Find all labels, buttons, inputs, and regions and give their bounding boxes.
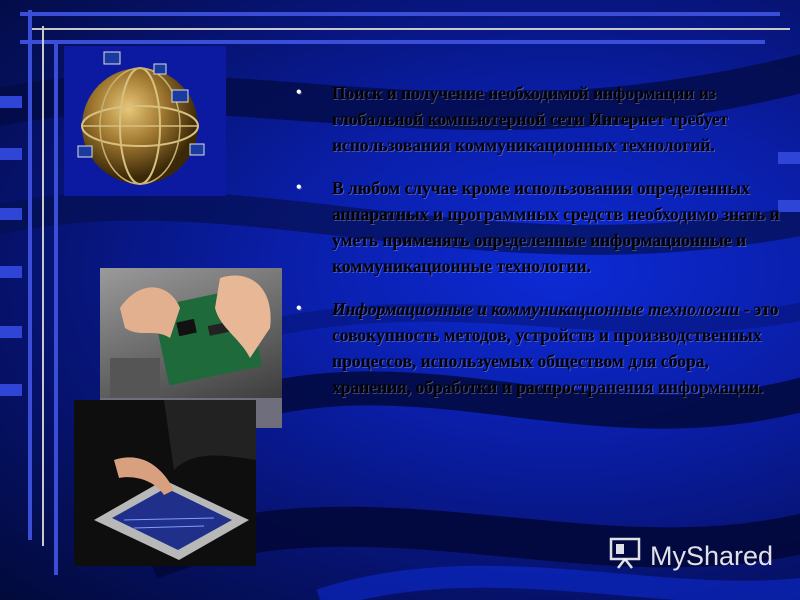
bullet-text: В любом случае кроме использования определенных аппаратных и программных средств необходимо знать и уметь применять определенные информационные и коммуникационные технологии. xyxy=(332,178,780,276)
bullet-term: Информационные и коммуникационные технологии xyxy=(332,299,740,319)
frame-line-left-thin xyxy=(42,26,44,546)
bullet-marker: • xyxy=(296,300,302,317)
bullet-marker: • xyxy=(296,84,302,101)
bullet-marker: • xyxy=(296,179,302,196)
watermark-text: MyShared xyxy=(650,541,774,571)
bullet-text: Поиск и получение необходимой информации из глобальной компьютерной сети Интернет требует использования коммуникационных технологий. xyxy=(332,83,729,155)
frame-line-left-2 xyxy=(54,40,58,575)
edge-bar xyxy=(0,96,22,108)
watermark[interactable] xyxy=(608,536,773,577)
touchscreen-device-photo xyxy=(74,400,256,566)
bullet-list xyxy=(296,80,786,417)
bullet-item xyxy=(296,80,786,158)
projector-screen-icon xyxy=(608,536,642,577)
frame-line-top xyxy=(20,12,780,16)
edge-bar xyxy=(0,208,22,220)
edge-bar xyxy=(0,148,22,160)
frame-line-top-thin xyxy=(28,28,790,30)
bullet-text: - это совокупность методов, устройств и производственных процессов, используемых обществом для сбора, хранения, обработки и распространения информации. xyxy=(332,299,779,397)
bullet-item xyxy=(296,175,786,279)
network-globe-photo xyxy=(64,46,226,196)
edge-bar xyxy=(0,326,22,338)
frame-line-top-2 xyxy=(20,40,765,44)
bullet-item xyxy=(296,296,786,400)
edge-bar xyxy=(0,384,22,396)
frame-line-left xyxy=(28,10,32,540)
edge-bar xyxy=(0,266,22,278)
